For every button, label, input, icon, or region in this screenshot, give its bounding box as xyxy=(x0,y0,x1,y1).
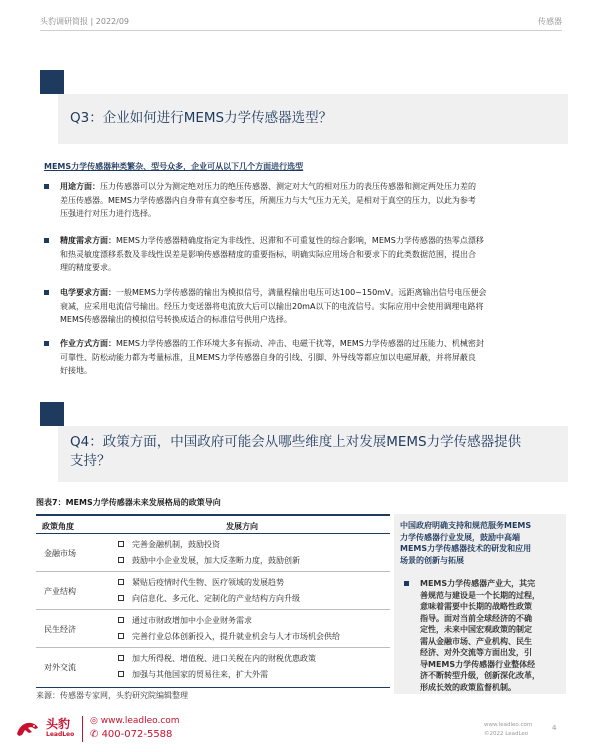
row-item-text: 完善金融机制，鼓励投资 xyxy=(132,540,220,549)
row-item-text: 紧贴后疫情时代生物、医疗领域的发展趋势 xyxy=(132,578,284,587)
row-item xyxy=(118,539,220,550)
row-item-text: 加强与其他国家的贸易往来，扩大外需 xyxy=(132,670,268,679)
bullet-accuracy xyxy=(44,234,564,275)
q4-title-box xyxy=(58,426,568,482)
bullet-line: 差压传感器。MEMS力学传感器内自身带有真空参考压，所测压力与大气压力无关，是相对于真空的压力，以此为参考 xyxy=(60,195,476,205)
bullet-line: 压力传感器可以分为测定绝对压力的绝压传感器、测定对大气的相对压力的表压传感器和测定两处压力差的 xyxy=(100,182,476,191)
checkbox-icon xyxy=(118,655,124,661)
q3-accent-square xyxy=(40,70,64,94)
sidebar-heading xyxy=(400,520,562,566)
footer-phone xyxy=(90,729,172,740)
bullet-square-icon xyxy=(44,341,49,346)
sidebar-body-line: 善规范与建设是一个长期的过程， xyxy=(420,590,540,600)
q4-title-line: Q4：政策方面，中国政府可能会从哪些维度上对发展MEMS力学传感器提供 xyxy=(70,434,522,450)
bullet-square-icon xyxy=(44,184,49,189)
row-item xyxy=(118,615,252,626)
row-item-text: 通过市财政增加中小企业财务需求 xyxy=(132,616,252,625)
checkbox-icon xyxy=(118,557,124,563)
row-item xyxy=(118,631,340,642)
sidebar-body-line: 需从金融市场、产业机构、民生 xyxy=(420,636,532,646)
row-item-text: 向信息化、多元化、定制化的产业结构方向升级 xyxy=(132,594,300,603)
bullet-operation xyxy=(44,337,564,378)
bullet-head: 精度需求方面： xyxy=(60,236,116,245)
sidebar-body-line: 济不断转型升级，创新深化改革， xyxy=(420,671,540,680)
page-number: 4 xyxy=(552,724,557,732)
checkbox-icon xyxy=(118,579,124,585)
sidebar-heading-line: 力学传感器行业发展，鼓励中高端 xyxy=(400,532,520,542)
bullet-electrical xyxy=(44,286,564,327)
sidebar-heading-line: 场景的创新与拓展 xyxy=(400,555,464,565)
row-category: 金融市场 xyxy=(44,549,76,558)
row-category: 民生经济 xyxy=(44,625,76,634)
sidebar-body-line: 指导。面对当前全球经济的不确 xyxy=(420,613,532,623)
row-item-text: 鼓励中小企业发展，加大反垄断力度，鼓励创新 xyxy=(132,556,300,565)
checkbox-icon xyxy=(118,541,124,547)
bullet-line: 理的精度要求。 xyxy=(60,263,116,272)
sidebar-body-line: 形成长效的政策监督机制。 xyxy=(420,682,516,692)
policy-table xyxy=(36,514,390,688)
bullet-head: 作业方式方面： xyxy=(60,339,116,348)
insight-sidebar xyxy=(394,514,566,694)
table-header xyxy=(36,514,390,534)
q4-accent-square xyxy=(40,402,64,426)
bullet-line: 衰减，应采用电流信号输出。经压力变送器将电流放大后可以输出20mA以下的电流信号。实际应用中会使用调理电路将 xyxy=(60,301,484,311)
bullet-line: 好接地。 xyxy=(60,366,92,375)
figure-source: 来源：传感器专家网，头豹研究院编辑整理 xyxy=(36,691,188,700)
globe-icon: ◎ xyxy=(90,716,101,726)
bullet-usage xyxy=(44,180,564,221)
figure-title: 图表7：MEMS力学传感器未来发展格局的政策导向 xyxy=(36,498,221,507)
row-item xyxy=(118,555,300,566)
table-row xyxy=(36,572,390,610)
q4-title-line: 支持？ xyxy=(70,453,111,469)
q3-title-box xyxy=(58,94,568,144)
footer-copyright: ©2022 LeadLeo xyxy=(484,731,529,737)
checkbox-icon xyxy=(118,617,124,623)
sidebar-body xyxy=(420,578,562,693)
footer-website[interactable] xyxy=(90,716,180,726)
row-item xyxy=(118,577,284,588)
bullet-line: 可靠性、防松动能力都为考量标准，且MEMS力学传感器自身的引线、引脚、外导线等都应加以电磁屏蔽，并将屏蔽良 xyxy=(60,352,476,362)
bullet-line: 一般MEMS力学传感器的输出为模拟信号，满量程输出电压可达100~150mV。远距离输出信号电压便会 xyxy=(116,288,487,297)
checkbox-icon xyxy=(118,633,124,639)
bullet-line: MEMS传感器输出的模拟信号转换成适合的标准信号供用户选择。 xyxy=(60,315,292,324)
bullet-head: 电学要求方面： xyxy=(60,288,116,297)
sidebar-heading-line: MEMS力学传感器技术的研发和应用 xyxy=(400,544,532,553)
col-policy-angle: 政策角度 xyxy=(42,522,74,531)
table-row xyxy=(36,648,390,688)
row-category: 对外交流 xyxy=(44,663,76,672)
row-item-text: 加大所得税、增值税、进口关税在内的财税优惠政策 xyxy=(132,654,316,663)
header-divider xyxy=(40,30,562,31)
table-row xyxy=(36,534,390,572)
q3-intro: MEMS力学传感器种类繁杂、型号众多，企业可从以下几个方面进行选型 xyxy=(44,162,304,171)
footer-divider xyxy=(82,716,83,742)
bullet-square-icon xyxy=(44,290,49,295)
leopard-logo-icon xyxy=(14,716,40,742)
col-direction: 发展方向 xyxy=(226,522,258,531)
table-row xyxy=(36,610,390,648)
bullet-square-icon xyxy=(404,581,409,586)
bullet-square-icon xyxy=(44,238,49,243)
q4-title xyxy=(70,433,521,471)
bullet-line: MEMS力学传感器精确度指定为非线性、迟滞和不可重复性的综合影响，MEMS力学传感器的热零点漂移 xyxy=(116,236,484,245)
sidebar-body-line: 导MEMS力学传感器行业整体经 xyxy=(420,659,536,669)
footer-right-website: www.leadleo.com xyxy=(484,722,533,728)
row-item-text: 完善行业总体创新投入，提升就业机会与人才市场机会供给 xyxy=(132,632,340,641)
checkbox-icon xyxy=(118,671,124,677)
header-right: 传感器 xyxy=(538,17,562,26)
sidebar-body-line: 意味着需要中长期的战略性政策 xyxy=(420,602,532,611)
checkbox-icon xyxy=(118,595,124,601)
bullet-line: MEMS力学传感器的工作环境大多有振动、冲击、电磁干扰等，MEMS力学传感器的过压能力、机械密封 xyxy=(116,339,484,348)
row-category: 产业结构 xyxy=(44,587,76,596)
sidebar-body-line: 经济、对外交流等方面出发，引 xyxy=(420,648,532,657)
sidebar-heading-line: 中国政府明确支持和规范服务MEMS xyxy=(400,521,532,530)
q3-title: Q3：企业如何进行MEMS力学传感器选型？ xyxy=(70,110,333,126)
bullet-line: 和热灵敏度漂移系数及非线性误差是影响传感器精度的重要指标，明确实际应用场合和要求下的此类数据范围，提出合 xyxy=(60,249,476,259)
footer-website-text: www.leadleo.com xyxy=(100,716,180,726)
footer-brand-cn: 头豹 xyxy=(46,717,71,731)
footer-phone-text: 400-072-5588 xyxy=(101,729,173,740)
row-item xyxy=(118,593,300,604)
row-item xyxy=(118,669,268,680)
bullet-head: 用途方面： xyxy=(60,182,100,191)
phone-icon: ✆ xyxy=(90,729,102,740)
row-item xyxy=(118,653,316,664)
bullet-line: 压强进行对压力进行选择。 xyxy=(60,209,156,218)
sidebar-body-line: 定性，未来中国宏观政策的制定 xyxy=(420,625,532,634)
sidebar-body-line: MEMS力学传感器产业大，其完 xyxy=(420,579,536,588)
page-header xyxy=(40,14,562,30)
footer-brand-en: LeadLeo xyxy=(46,731,75,738)
header-left: 头豹调研简报 | 2022/09 xyxy=(40,17,130,26)
